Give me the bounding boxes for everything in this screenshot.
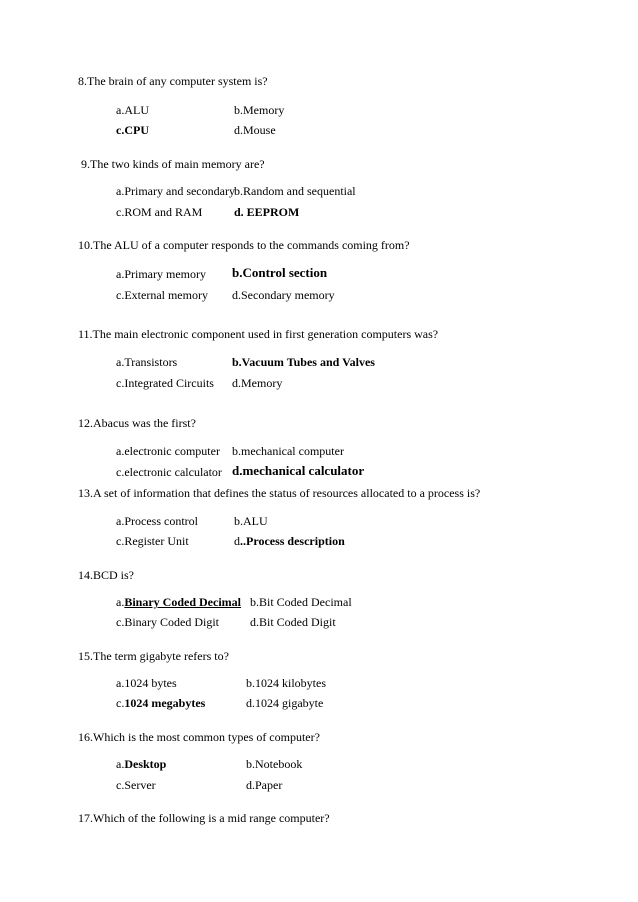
q13-option-c: c.Register Unit [116,534,189,548]
question-9: 9.The two kinds of main memory are? [81,157,265,171]
q11-option-b-answer: b.Vacuum Tubes and Valves [232,355,375,369]
q14-option-a-answer: Binary Coded Decimal [124,595,241,609]
q13-option-d-answer: ..Process description [240,534,345,548]
q15-option-c-answer: 1024 megabytes [124,696,206,710]
q12-option-c: c.electronic calculator [116,465,222,479]
q16-option-a-answer: Desktop [124,757,167,771]
question-16: 16.Which is the most common types of computer? [78,730,320,744]
q11-option-a: a.Transistors [116,355,178,369]
q14-option-a-prefix: a. [116,595,125,609]
q12-option-d-answer: d.mechanical calculator [232,463,365,478]
q10-option-a: a.Primary memory [116,267,206,281]
q16-option-a-prefix: a. [116,757,125,771]
q15-option-d: d.1024 gigabyte [246,696,324,710]
question-13: 13.A set of information that defines the status of resources allocated to a process is? [78,486,481,500]
q11-option-d: d.Memory [232,376,283,390]
q16-option-c: c.Server [116,778,156,792]
q13-option-b: b.ALU [234,514,268,528]
q9-option-d-answer: d. EEPROM [234,205,300,219]
q10-option-b-answer: b.Control section [232,265,328,280]
q11-option-c: c.Integrated Circuits [116,376,214,390]
q8-option-a: a.ALU [116,103,149,117]
question-8: 8.The brain of any computer system is? [78,74,268,88]
question-12: 12.Abacus was the first? [78,416,196,430]
q15-option-c-prefix: c. [116,696,125,710]
q16-option-b: b.Notebook [246,757,303,771]
q10-option-d: d.Secondary memory [232,288,335,302]
question-15: 15.The term gigabyte refers to? [78,649,229,663]
q15-option-b: b.1024 kilobytes [246,676,326,690]
q13-option-d-prefix: d [234,534,240,548]
q15-option-c [116,696,205,710]
q9-option-a: a.Primary and secondary [116,184,235,198]
q13-option-d [234,534,345,548]
q15-option-a: a.1024 bytes [116,676,177,690]
question-11: 11.The main electronic component used in first generation computers was? [78,327,439,341]
q14-option-c: c.Binary Coded Digit [116,615,219,629]
q10-option-c: c.External memory [116,288,208,302]
q14-option-a [116,595,241,609]
q13-option-a: a.Process control [116,514,198,528]
question-10: 10.The ALU of a computer responds to the commands coming from? [78,238,410,252]
q9-option-b: b.Random and sequential [234,184,356,198]
q14-option-b: b.Bit Coded Decimal [250,595,352,609]
q8-option-d: d.Mouse [234,123,276,137]
q12-option-b: b.mechanical computer [232,444,344,458]
question-14: 14.BCD is? [78,568,135,582]
question-17: 17.Which of the following is a mid range computer? [78,811,330,825]
q16-option-d: d.Paper [246,778,283,792]
q8-option-c-answer: c.CPU [116,123,149,137]
q12-option-a: a.electronic computer [116,444,220,458]
q8-option-b: b.Memory [234,103,285,117]
q14-option-d: d.Bit Coded Digit [250,615,336,629]
q16-option-a [116,757,166,771]
q9-option-c: c.ROM and RAM [116,205,203,219]
